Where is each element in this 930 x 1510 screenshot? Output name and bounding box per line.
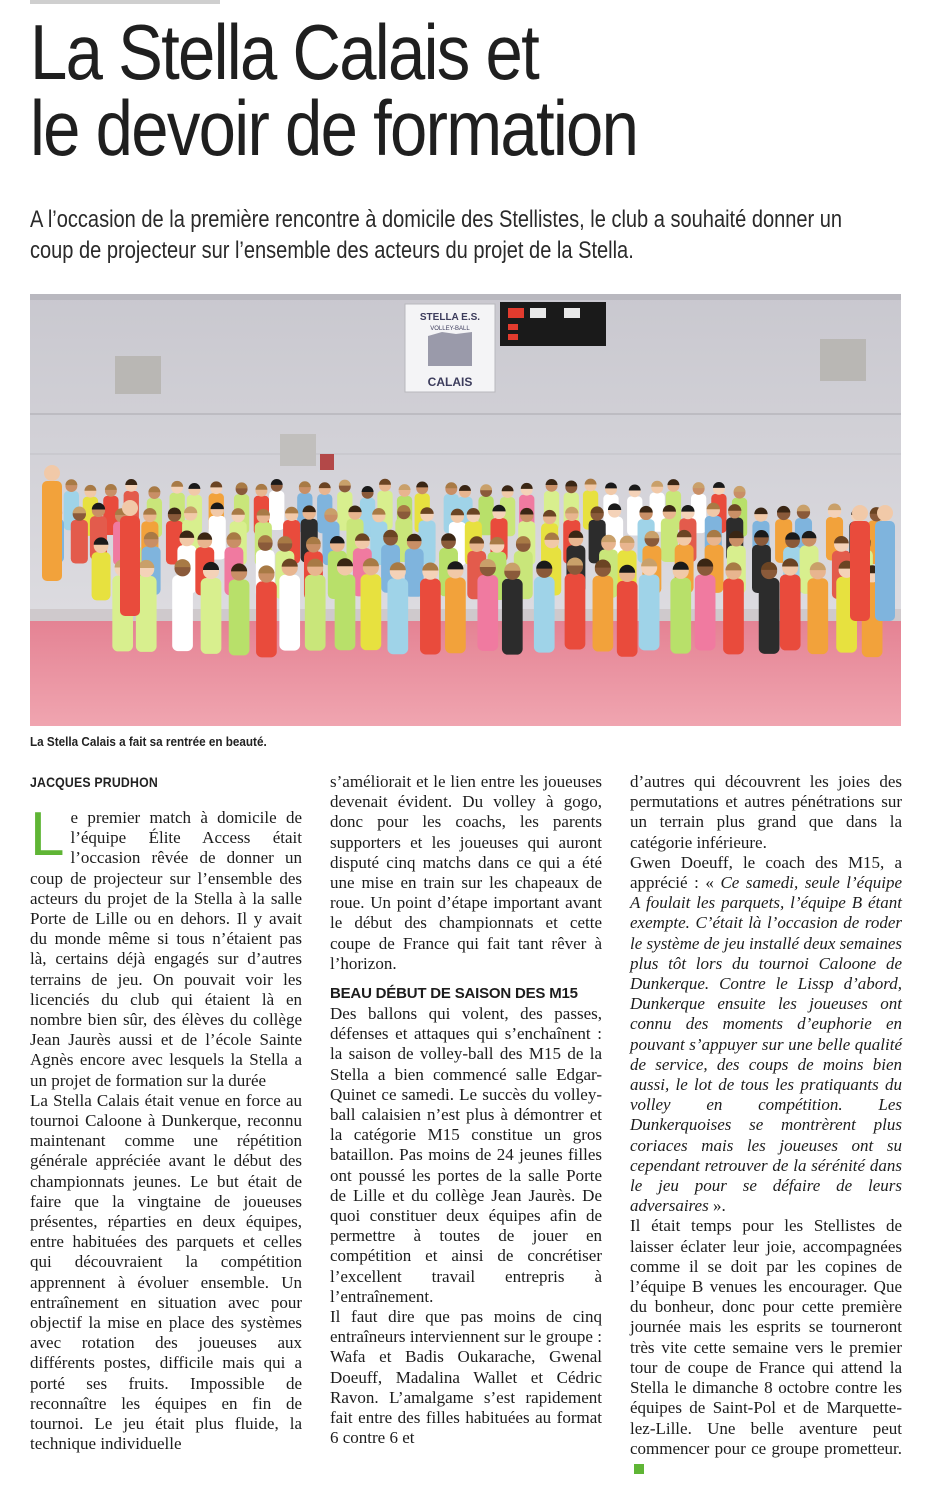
person-figure bbox=[269, 479, 284, 530]
article-column-1 bbox=[30, 800, 302, 1455]
club-banner bbox=[405, 304, 495, 392]
person-figure bbox=[92, 537, 111, 600]
paragraph-3: s’améliorait et le lien entre les joueuses devenait évident. Du volley à gogo, donc pour les coachs, les parents supporters et les joueuses qui auront disputé cinq matchs dans ce qui a été une mise en train sur les chapeaux de roue. Un point d’étape important avant le début des championnats et cette coupe de France qui fait tant rêver à l’horizon. bbox=[330, 772, 602, 973]
person-figure bbox=[42, 465, 62, 581]
photo-caption: La Stella Calais a fait sa rentrée en beauté. bbox=[30, 734, 267, 749]
paragraph-4: Des ballons qui volent, des passes, défenses et attaques qui s’enchaînent : la saison de volley-ball des M15 de la Stella a bien commencé salle Edgar-Quinet ce samedi. Le succès du volley-ball calaisien n’est plus à démontrer et la catégorie M15 constitue un gros bataillon. Pas moins de 24 jeunes filles ont poussé les portes de la salle Porte de Lille et du collège Jean Jaurès. De quoi constituer deux équipes afin de permettre à toutes de jouer en compétition et ainsi de concrétiser l’excellent travail entrepris à l’entraînement. bbox=[330, 1004, 602, 1306]
paragraph-8 bbox=[630, 1216, 902, 1479]
article-column-2 bbox=[330, 772, 602, 1449]
top-rule bbox=[30, 0, 220, 4]
coach-quote: Ce samedi, seule l’équipe A foulait les parquets, l’équipe B étant exempte. C’était là l’occasion de roder le système de jeu installé deux semaines plus tôt lors du tournoi Caloone de Dunkerque. Contre le Lissp d’abord, Dunkerque ensuite les joueuses ont connu des moments d’euphorie en pouvant s’appuyer sur une belle qualité de service, des coups de moins bien aussi, le lot de tous les pratiquants du volley en compétition. Les Dunkerquoises se montrèrent plus coriaces mais les joueuses ont su cependant retrouver de la sérénité dans le jeu pour se défaire de leurs adversaires bbox=[630, 873, 902, 1216]
banner-subtitle: VOLLEY-BALL bbox=[430, 326, 470, 332]
paragraph-1 bbox=[30, 800, 302, 1091]
end-mark bbox=[634, 1464, 644, 1474]
banner-city: CALAIS bbox=[427, 375, 473, 389]
paragraph-7 bbox=[630, 853, 902, 1217]
quote-close: ». bbox=[712, 1196, 726, 1216]
headline bbox=[30, 8, 778, 172]
headline-line-2: le devoir de formation bbox=[30, 84, 638, 172]
dropcap: L bbox=[30, 800, 65, 869]
person-figure bbox=[875, 505, 895, 621]
paragraph-1-text: e premier match à domicile de l’équipe Élite Access était l’occasion rêvée de donner un coup de projecteur sur l’ensemble des acteurs du projet de la Stella à la salle Porte de Lille ou en dehors. Il y avait du monde même si tous n’étaient pas là, certains déjà engagés sur d’autres terrains de jeu. On pouvait voir les licenciés du club qui étaient là en nombre bien sûr, des élèves du collège Jean Jaurès aussi et de l’école Sainte Agnès encore avec lesquels la Stella a un projet de formation sur la durée bbox=[30, 808, 302, 1090]
headline-line-1: La Stella Calais et bbox=[30, 8, 538, 96]
lede: A l’occasion de la première rencontre à domicile des Stellistes, le club a souhaité donner un coup de projecteur sur l’ensemble des acteurs du projet de la Stella. bbox=[30, 206, 843, 264]
person-figure bbox=[71, 507, 88, 564]
article-column-3 bbox=[630, 772, 902, 1479]
team-photo bbox=[30, 294, 901, 726]
paragraph-8-text: Il était temps pour les Stellistes de laisser éclater leur joie, accompagnées comme il se doit par les copines de l’équipe B venues les encourager. Que du bonheur, donc pour cette première journée mais les esprits se tourneront très vite cette semaine vers le premier tour de coupe de France qui attend la Stella le dimanche 8 octobre contre les équipes de Saint-Pol et de Marquette-lez-Lille. Une belle aventure peut commencer pour ce groupe prometteur. bbox=[630, 1216, 902, 1458]
paragraph-2: La Stella Calais était venue en force au tournoi Caloone à Dunkerque, reconnu maintenant comme une répétition générale appréciée avant le début des championnats jeunes. Le but était de faire que la vingtaine de joueuses présentes, réparties en deux équipes, entre habituées des parquets et celles qui découvraient la compétition apprennent à évoluer ensemble. Un entraînement en situation avec pour objectif la mise en place des systèmes avec rotation des joueuses aux différents postes, difficile mais qui a porté ses fruits. Impossible de reconnaître les équipes en fin de tournoi. Le jeu était plus fluide, la technique individuelle bbox=[30, 1090, 302, 1454]
section-subhead: BEAU DÉBUT DE SAISON DES M15 bbox=[330, 985, 578, 1003]
person-figure bbox=[850, 505, 870, 621]
paragraph-6: d’autres qui découvrent les joies des permutations et autres pénétrations sur un terrain plus grand que dans la catégorie inférieure. bbox=[630, 772, 902, 852]
person-figure bbox=[120, 500, 140, 616]
paragraph-5: Il faut dire que pas moins de cinq entraîneurs interviennent sur le groupe : Wafa et Badis Oukarache, Gwenal Doeuff, Madalina Wallet et Cédric Ravon. L’amalgame s’est rapidement fait entre des filles habituées au format 6 contre 6 et bbox=[330, 1307, 602, 1448]
byline: JACQUES PRUDHON bbox=[30, 774, 158, 790]
banner-title: STELLA E.S. bbox=[419, 312, 481, 323]
quote-intro: Gwen Doeuff, le coach des M15, a apprécié : « bbox=[630, 852, 902, 893]
scoreboard bbox=[500, 302, 606, 346]
